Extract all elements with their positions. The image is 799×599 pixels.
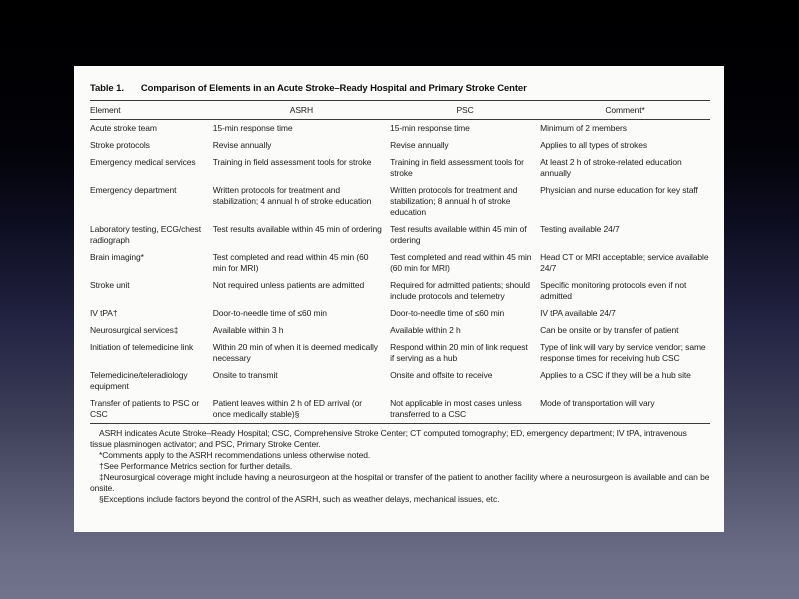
cell-comment: Physician and nurse education for key staff (540, 185, 698, 195)
cell-psc: Required for admitted patients; should include protocols and telemetry (390, 280, 530, 301)
cell-asrh: Onsite to transmit (212, 370, 278, 380)
cell-comment: Head CT or MRI acceptable; service available 24/7 (540, 252, 709, 273)
cell-psc: Door-to-needle time of ≤60 min (390, 308, 505, 318)
table-row (90, 249, 710, 277)
table-row (90, 120, 710, 138)
cell-psc: Revise annually (390, 140, 449, 150)
cell-asrh: Test completed and read within 45 min (60 min for MRI) (212, 252, 369, 273)
cell-asrh: Patient leaves within 2 h of ED arrival (or once medically stable)§ (212, 398, 362, 419)
cell-comment: Specific monitoring protocols even if not admitted (540, 280, 687, 301)
table-row (90, 395, 710, 424)
footnote-double-dagger: ‡Neurosurgical coverage might include having a neurosurgeon at the hospital or transfer of the patient to another facility where a neurosurgeon is available and can be onsite. (90, 472, 710, 493)
cell-psc: Not applicable in most cases unless transferred to a CSC (390, 398, 522, 419)
cell-comment: IV tPA available 24/7 (540, 308, 616, 318)
column-header-psc: PSC (390, 101, 540, 120)
table-row (90, 277, 710, 305)
cell-comment: Minimum of 2 members (540, 123, 627, 133)
cell-element: Neurosurgical services‡ (90, 325, 179, 335)
table-row (90, 154, 710, 182)
cell-asrh: Door-to-needle time of ≤60 min (212, 308, 327, 318)
cell-element: Stroke protocols (90, 140, 150, 150)
cell-asrh: Training in field assessment tools for stroke (212, 157, 372, 167)
cell-element: Emergency medical services (90, 157, 196, 167)
cell-element: Laboratory testing, ECG/chest radiograph (90, 224, 201, 245)
cell-asrh: Written protocols for treatment and stabilization; 4 annual h of stroke education (212, 185, 372, 206)
footnote-dagger: †See Performance Metrics section for further details. (99, 461, 293, 471)
table-title (90, 83, 710, 94)
column-header-comment: Comment* (540, 101, 710, 120)
cell-comment: Can be onsite or by transfer of patient (540, 325, 679, 335)
cell-element: IV tPA† (90, 308, 118, 318)
column-header-asrh: ASRH (213, 101, 390, 120)
cell-psc: Test results available within 45 min of ordering (390, 224, 527, 245)
cell-comment: At least 2 h of stroke-related education annually (540, 157, 682, 178)
cell-comment: Mode of transportation will vary (540, 398, 655, 408)
cell-asrh: Within 20 min of when it is deemed medically necessary (212, 342, 378, 363)
cell-element: Initiation of telemedicine link (90, 342, 194, 352)
table-panel (74, 66, 724, 532)
column-header-element: Element (90, 101, 213, 120)
table-row (90, 339, 710, 367)
cell-asrh: Not required unless patients are admitted (212, 280, 365, 290)
cell-comment: Type of link will vary by service vendor; same response times for receiving hub CSC (540, 342, 706, 363)
cell-comment: Applies to all types of strokes (540, 140, 648, 150)
cell-asrh: Available within 3 h (212, 325, 284, 335)
cell-element: Acute stroke team (90, 123, 157, 133)
cell-psc: Test completed and read within 45 min (60 min for MRI) (390, 252, 532, 273)
cell-element: Emergency department (90, 185, 177, 195)
cell-comment: Testing available 24/7 (540, 224, 620, 234)
footnote-section: §Exceptions include factors beyond the control of the ASRH, such as weather delays, mechanical issues, etc. (99, 494, 500, 504)
table-row (90, 367, 710, 395)
table-row (90, 137, 710, 154)
cell-element: Telemedicine/teleradiology equipment (90, 370, 188, 391)
cell-asrh: 15-min response time (212, 123, 293, 133)
footnote-asterisk: *Comments apply to the ASRH recommendations unless otherwise noted. (99, 450, 371, 460)
cell-psc: Available within 2 h (390, 325, 461, 335)
table-row (90, 322, 710, 339)
cell-psc: Written protocols for treatment and stabilization; 8 annual h of stroke education (390, 185, 518, 217)
comparison-table (90, 100, 710, 424)
cell-element: Brain imaging* (90, 252, 144, 262)
table-row (90, 221, 710, 249)
table-row (90, 305, 710, 322)
cell-asrh: Revise annually (212, 140, 272, 150)
cell-psc: Training in field assessment tools for stroke (390, 157, 524, 178)
cell-psc: Onsite and offsite to receive (390, 370, 493, 380)
cell-element: Stroke unit (90, 280, 130, 290)
table-header-row (90, 101, 710, 120)
table-number-label: Table 1. (90, 83, 124, 94)
table-row (90, 182, 710, 221)
cell-element: Transfer of patients to PSC or CSC (90, 398, 200, 419)
cell-comment: Applies to a CSC if they will be a hub site (540, 370, 691, 380)
cell-psc: 15-min response time (390, 123, 470, 133)
table-footnotes (90, 428, 710, 505)
cell-asrh: Test results available within 45 min of ordering (212, 224, 382, 234)
cell-psc: Respond within 20 min of link request if serving as a hub (390, 342, 528, 363)
footnote-abbreviations: ASRH indicates Acute Stroke–Ready Hospital; CSC, Comprehensive Stroke Center; CT computed tomography; ED, emergency department; IV tPA, intravenous tissue plasminogen activator; and PSC, Primary Stroke Center. (90, 428, 687, 449)
table-title-text: Comparison of Elements in an Acute Stroke–Ready Hospital and Primary Stroke Center (140, 83, 527, 94)
